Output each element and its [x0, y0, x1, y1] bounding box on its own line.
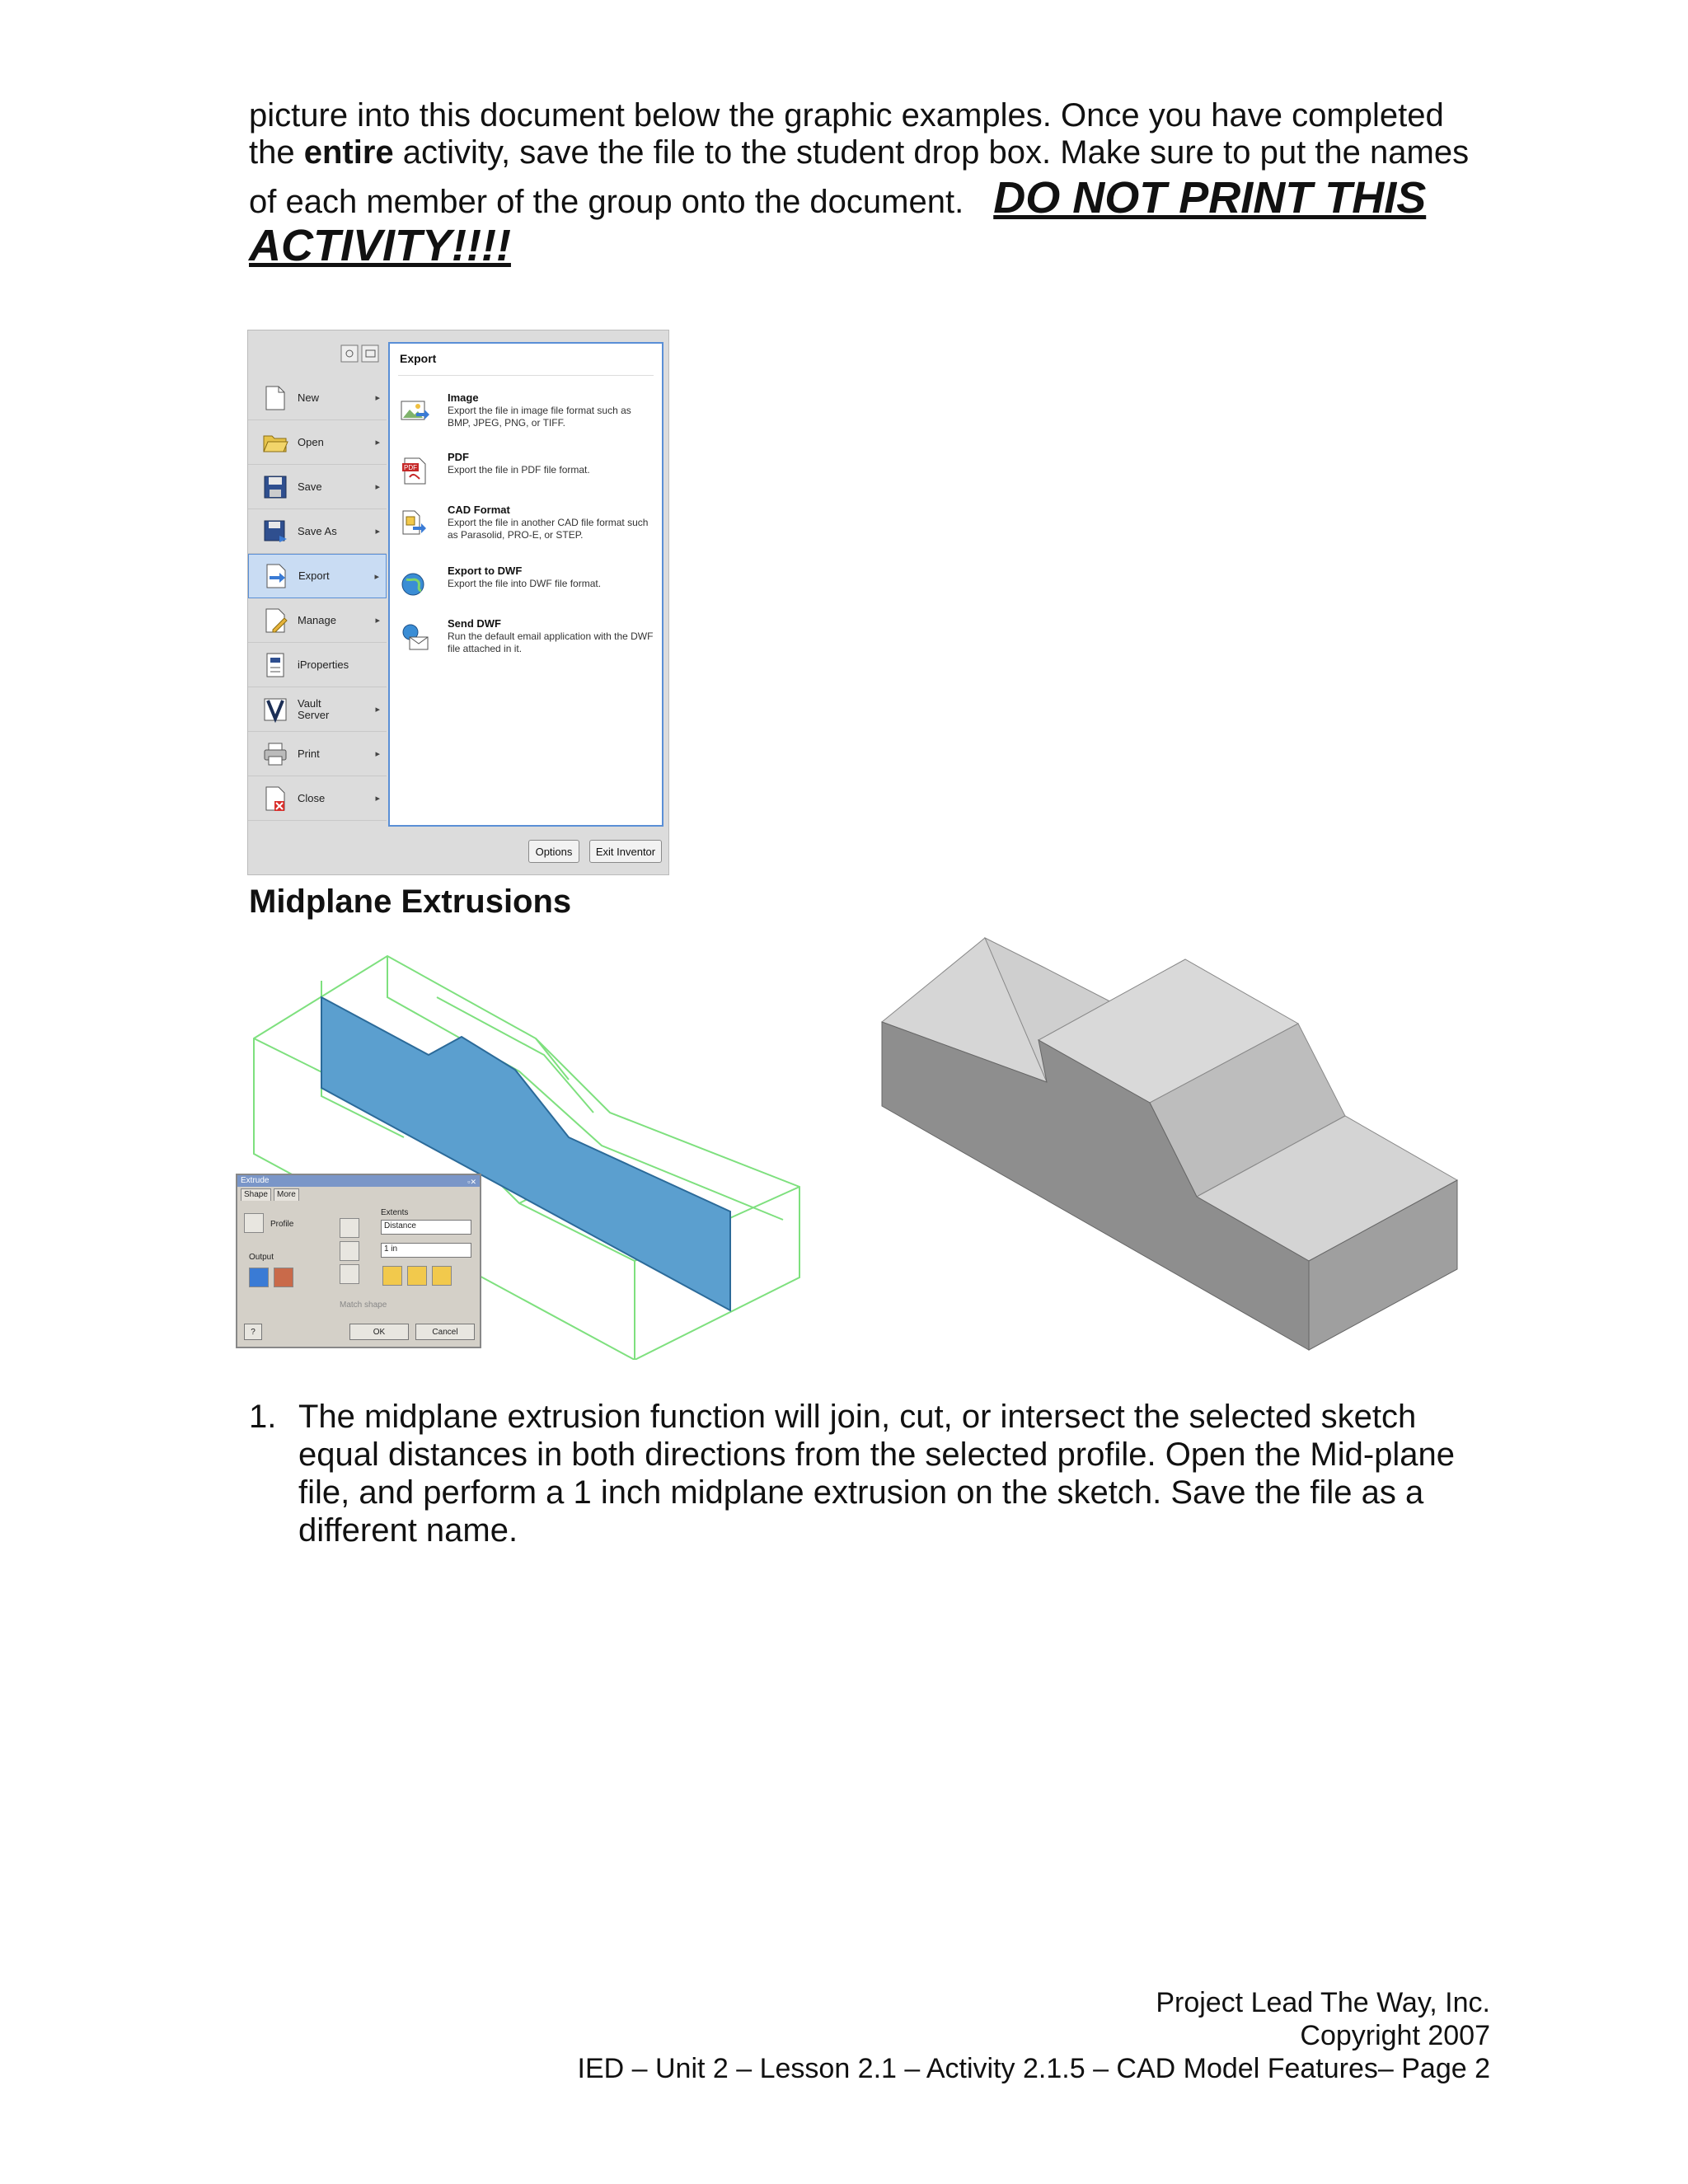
submenu-arrow-icon: ▸ [375, 749, 380, 759]
intro-paragraph [249, 97, 1502, 270]
exit-inventor-button[interactable]: Exit Inventor [589, 840, 662, 863]
cancel-button[interactable]: Cancel [415, 1324, 475, 1340]
properties-icon [261, 651, 289, 679]
export-option-image[interactable] [400, 391, 655, 441]
submenu-arrow-icon: ▸ [375, 438, 380, 448]
menu-item-new[interactable] [248, 376, 387, 420]
quick-access-icons [340, 344, 383, 363]
menu-item-print[interactable] [248, 732, 387, 776]
profile-select-icon[interactable] [244, 1213, 264, 1233]
export-panel-title: Export [400, 352, 437, 365]
footer-copyright: Copyright 2007 [1300, 2020, 1490, 2051]
menu-item-export[interactable] [248, 554, 387, 598]
menu-item-label: New [298, 391, 320, 404]
output-label: Output [249, 1253, 274, 1262]
solid-model-illustration [874, 931, 1467, 1360]
ok-button[interactable]: OK [349, 1324, 409, 1340]
join-operation-icon[interactable] [340, 1218, 359, 1238]
folder-open-icon [261, 429, 289, 457]
intro-bold-word: entire [303, 134, 394, 171]
export-option-title: CAD Format [448, 504, 510, 516]
extrude-dialog [236, 1174, 481, 1348]
vault-icon [261, 696, 289, 724]
application-menu-list [248, 376, 387, 821]
extents-label: Extents [381, 1208, 409, 1217]
submenu-arrow-icon: ▸ [375, 705, 380, 715]
intro-line-1: picture into this document below the graphic examples. Once you have completed [249, 97, 1444, 134]
export-option-title: Send DWF [448, 617, 501, 630]
menu-item-save[interactable] [248, 465, 387, 509]
direction-1-icon[interactable] [382, 1266, 402, 1286]
footer-course-reference: IED – Unit 2 – Lesson 2.1 – Activity 2.1.5 – CAD Model Features– Page 2 [577, 2053, 1490, 2084]
intro-line-2-end: activity, save the file to the student drop box. Make sure to put the names [393, 134, 1470, 171]
export-option-cad-format[interactable] [400, 504, 655, 553]
dialog-title: Extrude [241, 1176, 270, 1185]
submenu-arrow-icon: ▸ [375, 527, 380, 537]
instruction-line: The midplane extrusion function will join, cut, or intersect the selected sketch [298, 1399, 1417, 1435]
direction-2-icon[interactable] [407, 1266, 427, 1286]
profile-label: Profile [270, 1220, 294, 1229]
cad-format-icon [400, 509, 429, 538]
menu-item-label: Save [298, 480, 322, 493]
send-mail-icon [400, 622, 429, 652]
footer-organization: Project Lead The Way, Inc. [1156, 1987, 1490, 2018]
menu-item-label: Open [298, 435, 324, 448]
dialog-close-icon[interactable]: ▫✕ [467, 1178, 476, 1186]
svg-text:PDF: PDF [404, 464, 417, 471]
menu-item-vault-server[interactable] [248, 687, 387, 732]
instruction-number: 1. [249, 1399, 277, 1435]
image-export-icon [400, 396, 429, 426]
manage-pencil-icon [261, 607, 289, 635]
export-option-dwf[interactable] [400, 565, 655, 614]
midplane-direction-icon[interactable] [432, 1266, 452, 1286]
warning-text-2: ACTIVITY!!!! [249, 221, 511, 270]
intro-line-2-start: the [249, 134, 304, 171]
intersect-operation-icon[interactable] [340, 1264, 359, 1284]
submenu-arrow-icon: ▸ [375, 393, 380, 403]
save-as-icon [261, 518, 289, 546]
menu-item-iproperties[interactable] [248, 643, 387, 687]
export-option-description: Export the file into DWF file format. [448, 578, 602, 589]
output-surface-icon[interactable] [274, 1268, 293, 1287]
export-option-pdf[interactable] [400, 451, 655, 500]
menu-item-open[interactable] [248, 420, 387, 465]
server-label: Server [298, 708, 330, 721]
menu-item-label: Manage [298, 613, 336, 626]
menu-item-label: Print [298, 747, 320, 760]
page-footer [578, 1986, 1491, 2085]
close-document-icon [261, 785, 289, 813]
extents-dropdown[interactable]: Distance [381, 1220, 471, 1235]
intro-line-2 [249, 134, 1502, 171]
new-document-icon [261, 384, 289, 412]
floppy-disk-icon [261, 473, 289, 501]
export-option-description: Export the file in PDF file format. [448, 464, 590, 476]
warning-text-1: DO NOT PRINT THIS [993, 173, 1427, 223]
dialog-title-bar [237, 1175, 480, 1187]
pdf-icon [400, 456, 429, 485]
export-arrow-icon [262, 562, 290, 590]
menu-item-manage[interactable] [248, 598, 387, 643]
output-solid-icon[interactable] [249, 1268, 269, 1287]
menu-item-close[interactable] [248, 776, 387, 821]
menu-item-label: iProperties [298, 658, 349, 671]
export-submenu-panel [388, 342, 663, 827]
instruction-line: equal distances in both directions from the selected profile. Open the Mid-plane [298, 1436, 1456, 1473]
export-option-description: Run the default email application with the DWF file attached in it. [448, 630, 654, 654]
match-shape-label: Match shape [340, 1301, 387, 1310]
export-option-title: Image [448, 391, 479, 404]
options-button[interactable]: Options [528, 840, 579, 863]
export-option-title: PDF [448, 451, 469, 463]
divider [398, 375, 654, 376]
globe-icon [400, 569, 429, 599]
instruction-line: file, and perform a 1 inch midplane extrusion on the sketch. Save the file as a [298, 1474, 1424, 1511]
intro-line-3-text: of each member of the group onto the document. [249, 184, 964, 220]
submenu-arrow-icon: ▸ [375, 482, 380, 492]
intro-line-3 [249, 173, 1502, 223]
vault-label: Vault [298, 696, 321, 710]
tab-more[interactable]: More [274, 1188, 299, 1201]
instruction-line: different name. [298, 1512, 518, 1549]
submenu-arrow-icon: ▸ [374, 572, 379, 582]
menu-item-label: Export [298, 569, 330, 582]
export-option-description: Export the file in another CAD file format such as Parasolid, PRO-E, or STEP. [448, 517, 649, 541]
submenu-arrow-icon: ▸ [375, 794, 380, 804]
tab-shape[interactable]: Shape [241, 1188, 271, 1201]
menu-item-label [298, 698, 329, 721]
submenu-arrow-icon: ▸ [375, 616, 380, 626]
printer-icon [261, 740, 289, 768]
section-heading: Midplane Extrusions [249, 883, 572, 920]
menu-item-label: Close [298, 791, 326, 804]
export-menu-screenshot [247, 330, 669, 875]
cut-operation-icon[interactable] [340, 1241, 359, 1261]
distance-input[interactable]: 1 in [381, 1243, 471, 1258]
menu-item-label: Save As [298, 524, 337, 537]
export-option-send-dwf[interactable] [400, 617, 655, 667]
export-option-description: Export the file in image file format such as BMP, JPEG, PNG, or TIFF. [448, 405, 631, 429]
menu-item-save-as[interactable] [248, 509, 387, 554]
instruction-text [298, 1398, 1485, 1549]
help-button[interactable]: ? [244, 1324, 262, 1340]
export-option-title: Export to DWF [448, 565, 523, 577]
instruction-item-1 [249, 1398, 1485, 1549]
